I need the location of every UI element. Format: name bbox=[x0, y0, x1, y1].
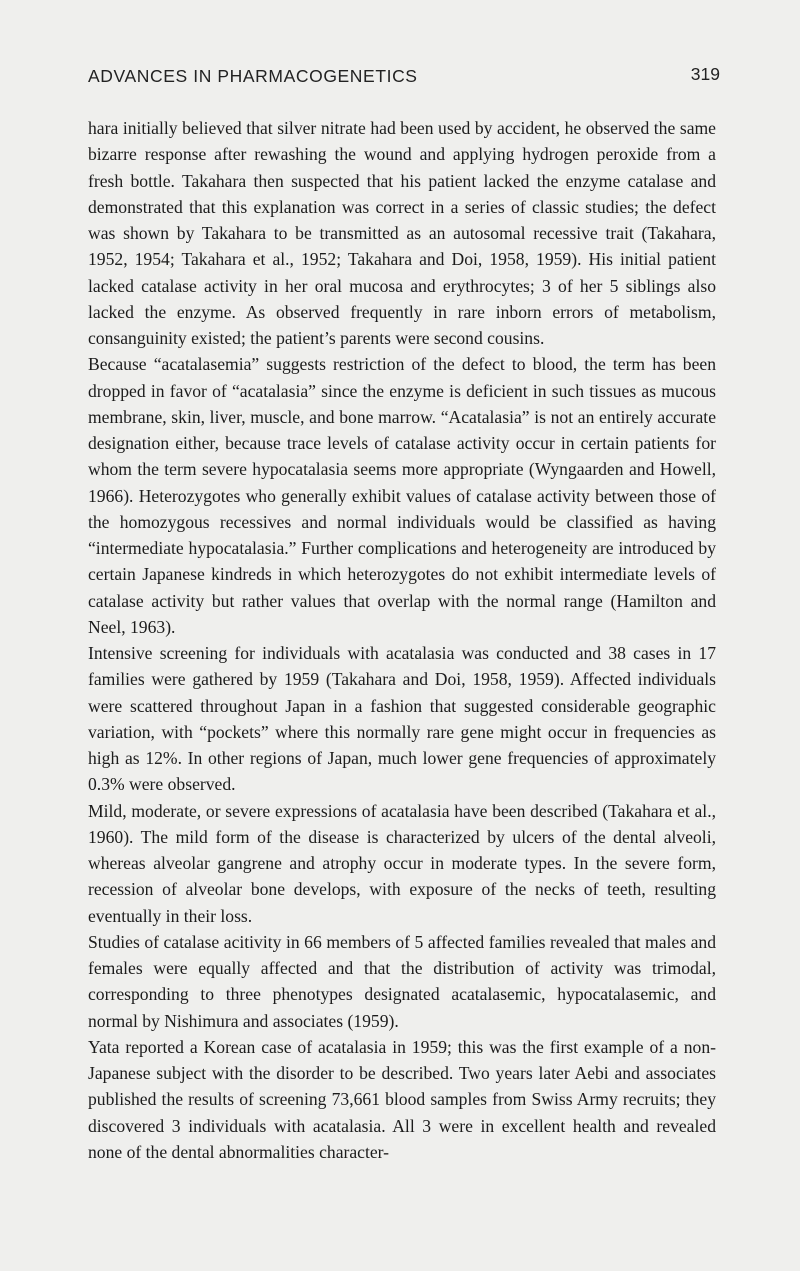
body-text bbox=[88, 115, 716, 1165]
paragraph: Intensive screening for individuals with acatalasia was conducted and 38 cases in 17 families were gathered by 1959 (Takahara and Doi, 1958, 1959). Affected individuals were scattered throughout Japan in a fashion that suggested considerable geographic variation, with “pockets” where this normally rare gene might occur in frequencies as high as 12%. In other regions of Japan, much lower gene frequencies of approximately 0.3% were observed. bbox=[88, 643, 716, 795]
page-number: 319 bbox=[690, 64, 720, 84]
paragraph: Yata reported a Korean case of acatalasia in 1959; this was the first example of a non-Japanese subject with the disorder to be described. Two years later Aebi and associates published the results of screening 73,661 blood samples from Swiss Army recruits; they discovered 3 individuals with acatalasia. All 3 were in excellent health and revealed none of the dental abnormalities character- bbox=[88, 1036, 716, 1162]
paragraph: Mild, moderate, or severe expressions of acatalasia have been described (Takahara et al., 1960). The mild form of the disease is characterized by ulcers of the dental alveoli, whereas alveolar gangrene and atrophy occur in moderate types. In the severe form, recession of alveolar bone develops, with exposure of the necks of teeth, resulting eventually in their loss. bbox=[88, 800, 716, 926]
running-head bbox=[88, 66, 720, 94]
paragraph: Studies of catalase acitivity in 66 members of 5 affected families revealed that males and females were equally affected and that the distribution of activity was trimodal, corresponding to three phenotypes designated acatalasemic, hypocatalasemic, and normal by Nishimura and associates (1959). bbox=[88, 931, 716, 1031]
running-title: ADVANCES IN PHARMACOGENETICS bbox=[88, 66, 418, 86]
paragraph: hara initially believed that silver nitrate had been used by accident, he observed the same bizarre response after rewashing the wound and applying hydrogen peroxide from a fresh bottle. Takahara then suspected that his patient lacked the enzyme catalase and demonstrated that this explanation was correct in a series of classic studies; the defect was shown by Takahara to be transmitted as an autosomal recessive trait (Takahara, 1952, 1954; Takahara et al., 1952; Takahara and Doi, 1958, 1959). His initial patient lacked catalase activity in her oral mucosa and erythrocytes; 3 of her 5 siblings also lacked the enzyme. As observed frequently in rare inborn errors of metabolism, consanguinity existed; the patient’s parents were second cousins. bbox=[88, 118, 716, 348]
paragraph: Because “acatalasemia” suggests restriction of the defect to blood, the term has been dropped in favor of “acatalasia” since the enzyme is deficient in such tissues as mucous membrane, skin, liver, muscle, and bone marrow. “Acatalasia” is not an entirely accurate designation either, because trace levels of catalase activity occur in certain patients for whom the term severe hypocatalasia seems more appropriate (Wyngaarden and Howell, 1966). Heterozygotes who generally exhibit values of catalase activity between those of the homozygous recessives and normal individuals would be classified as having “intermediate hypocatalasia.” Further complications and heterogeneity are introduced by certain Japanese kindreds in which heterozygotes do not exhibit intermediate levels of catalase activity but rather values that overlap with the normal range (Hamilton and Neel, 1963). bbox=[88, 354, 716, 637]
